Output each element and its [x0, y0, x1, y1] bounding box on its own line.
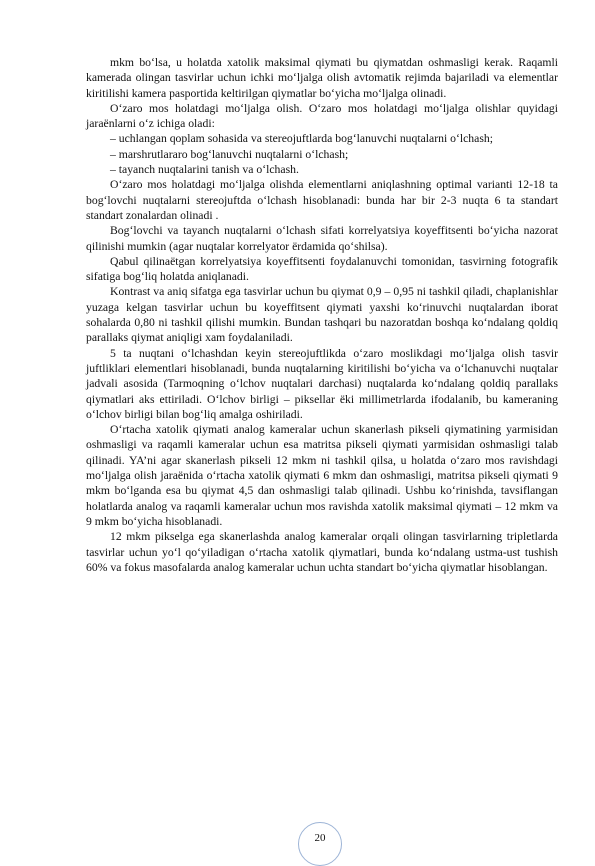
paragraph: O‘zaro mos holatdagi mo‘ljalga olish. O‘zaro mos holatdagi mo‘ljalga olishlar quyidagi jaraёnlarni o‘z ichiga oladi:: [86, 101, 558, 131]
paragraph: 12 mkm pikselga ega skanerlashda analog kameralar orqali olingan tasvirlarning tripletlarda tasvirlar uchun yo‘l qo‘yiladigan o‘rtacha xatolik qiymatlari, bunda ko‘ndalang ustma-ust tushish 60% va fokus masofalarda analog kameralar uchun uchta standart bo‘yicha qiymatlar hisoblangan.: [86, 530, 558, 574]
paragraph: mkm bo‘lsa, u holatda xatolik maksimal qiymati bu qiymatdan oshmasligi kerak. Raqamli kamerada olingan tasvirlar uchun ichki mo‘ljalga olish avtomatik rejimda bajariladi va elementlar kiritilishi kamera pasportida keltirilgan qiymatlar bo‘yicha mo‘ljalga olinadi.: [86, 56, 558, 100]
list-item: – uchlangan qoplam sohasida va stereojuftlarda bog‘lanuvchi nuqtalarni o‘lchash;: [110, 132, 493, 146]
list-item: – tayanch nuqtalarini tanish va o‘lchash.: [110, 163, 299, 177]
page-number-circle: [298, 822, 342, 866]
paragraph: O‘rtacha xatolik qiymati analog kameralar uchun skanerlash pikseli qiymatining yarmisidan oshmasligi va raqamli kameralar uchun esa matritsa pikseli qiymati yarmisidan oshmasligi talab qilinadi. YA’ni agar skanerlash pikseli 12 mkm ni tashkil qilsa, u holatda o‘zaro mos ravishdagi mo‘ljalga olish jaraёnida o‘rtacha xatolik qiymati 6 mkm dan oshmasligi, matritsa pikseli qiymati 9 mkm bo‘lganda esa bu qiymat 4,5 dan oshmasligi talab qilinadi. Ushbu ko‘rinishda, tavsiflangan holatlarda analog va raqamli kameralar uchun mos ravishda xatolik maksimal qiymati – 12 mkm va 9 mkm bo‘yicha hisoblanadi.: [86, 423, 558, 528]
document-body: [86, 55, 558, 575]
paragraph: Kontrast va aniq sifatga ega tasvirlar uchun bu qiymat 0,9 – 0,95 ni tashkil qiladi, chaplanishlar yuzaga kelgan tasvirlar uchun bu koyeffitsent qiymati yaxshi ko‘rinuvchi nuqtalardan iborat sohalarda 0,80 ni tashkil qilishi mumkin. Bundan tashqari bu nazoratdan boshqa ko‘ndalang qoldiq parallaks qiymat aniqligi xam foydalaniladi.: [86, 285, 558, 345]
paragraph: Qabul qilinaёtgan korrelyatsiya koyeffitsenti foydalanuvchi tomonidan, tasvirning fotografik sifatiga bog‘liq holatda aniqlanadi.: [86, 254, 558, 284]
paragraph: Bog‘lovchi va tayanch nuqtalarni o‘lchash sifati korrelyatsiya koyeffitsenti bo‘yicha nazorat qilinishi mumkin (agar nuqtalar korrelyator ёrdamida qo‘shilsa).: [86, 224, 558, 253]
paragraph: O‘zaro mos holatdagi mo‘ljalga olishda elementlarni aniqlashning optimal varianti 12-18 ta bog‘lovchi nuqtalarni stereojuftda o‘lchash hisoblanadi: bunda har bir 2-3 nuqta 6 ta standart standart zonalardan olinadi .: [86, 178, 558, 222]
page-number: 20: [314, 832, 326, 844]
list-item: – marshrutlararo bog‘lanuvchi nuqtalarni o‘lchash;: [110, 147, 349, 161]
paragraph: 5 ta nuqtani o‘lchashdan keyin stereojuftlikda o‘zaro moslikdagi mo‘ljalga olish tasvir juftliklari elementlari hisoblanadi, bunda nuqtalarning kiritilishi bo‘yicha va o‘lchanuvchi nuqtalar jadvali asosida (Tarmoqning o‘lchov nuqtalari darchasi) nuqtalarda ko‘ndalang qoldiq parallaks qiymatlari aks ettiriladi. O‘lchov birligi – piksellar ёki millimetrlarda ifodalanib, bu kameraning o‘lchov birligi bilan bog‘liq amalga oshiriladi.: [86, 346, 558, 421]
